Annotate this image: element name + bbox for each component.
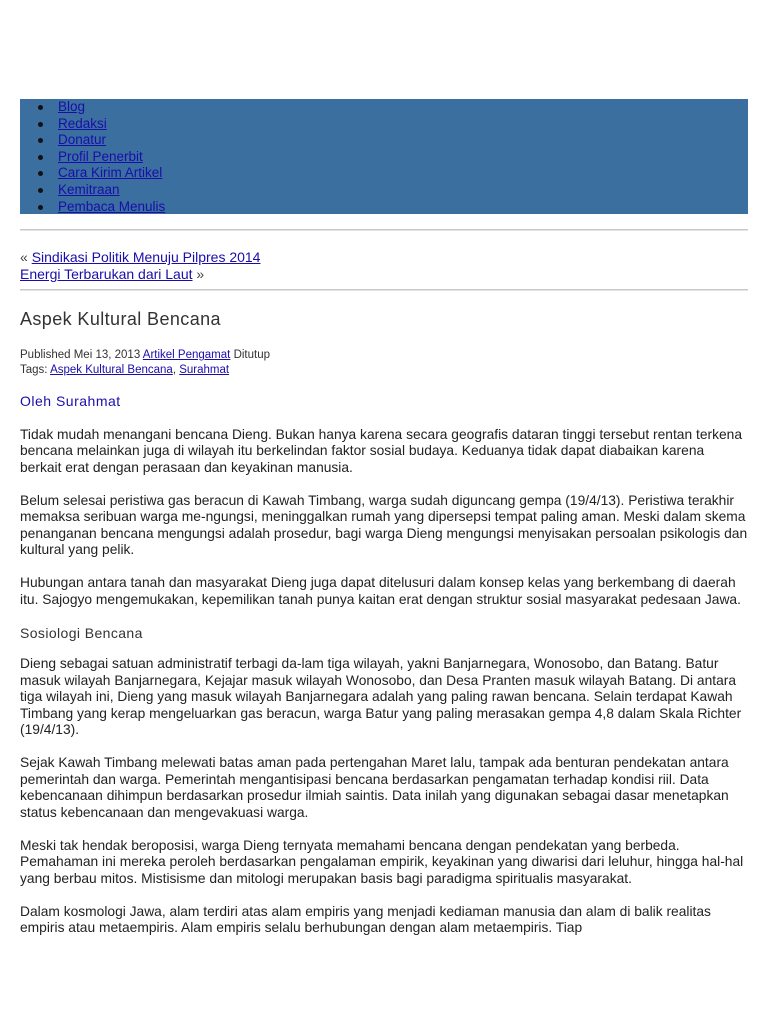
paragraph: Tidak mudah menangani bencana Dieng. Bukan hanya karena secara geografis dataran tinggi tersebut rentan terkena bencana melainkan juga di wilayah itu berkelindan faktor sosial budaya. Keduanya tidak dapat diabaikan karena berkait erat dengan perasaan dan keyakinan manusia. bbox=[20, 426, 742, 475]
next-post-line bbox=[20, 266, 260, 283]
next-arrow: » bbox=[196, 266, 205, 282]
nav-item-pembaca-menulis bbox=[58, 199, 748, 216]
author-byline: Oleh Surahmat bbox=[20, 393, 121, 409]
nav-link-redaksi[interactable]: Redaksi bbox=[58, 115, 107, 131]
section-heading: Sosiologi Bencana bbox=[20, 624, 143, 641]
divider-top bbox=[20, 229, 748, 231]
previous-post-line bbox=[20, 249, 260, 266]
nav-item-donatur bbox=[58, 132, 748, 149]
next-post-link[interactable]: Energi Terbarukan dari Laut bbox=[20, 266, 193, 282]
paragraph: Sejak Kawah Timbang melewati batas aman pada pertengahan Maret lalu, tampak ada benturan pendekatan antara pemerintah dan warga. Pemerintah mengantisipasi bencana berdasarkan pengamatan terhadap kondisi riil. Data kebencanaan dihimpun berdasarkan prosedur ilmiah saintis. Data inilah yang digunakan sebagai dasar menetapkan status kebencanaan dan mengevakuasi warga. bbox=[20, 755, 729, 820]
previous-post-link[interactable]: Sindikasi Politik Menuju Pilpres 2014 bbox=[31, 249, 261, 265]
tags-label: Tags: bbox=[20, 363, 48, 376]
article-body bbox=[20, 393, 748, 953]
divider-bottom bbox=[20, 289, 748, 291]
nav-link-profil-penerbit[interactable]: Profil Penerbit bbox=[58, 148, 143, 164]
tags-line bbox=[20, 363, 270, 378]
article-title: Aspek Kultural Bencana bbox=[20, 309, 221, 329]
nav-item-cara-kirim-artikel bbox=[58, 165, 748, 182]
published-date: Mei 13, 2013 bbox=[73, 349, 141, 361]
post-navigation bbox=[20, 249, 260, 283]
nav-list bbox=[20, 99, 748, 215]
tag-link[interactable]: Aspek Kultural Bencana bbox=[50, 363, 173, 376]
nav-item-blog bbox=[58, 99, 748, 116]
nav-item-kemitraan bbox=[58, 182, 748, 199]
paragraph: Dieng sebagai satuan administratif terbagi da-lam tiga wilayah, yakni Banjarnegara, Wonosobo, dan Batang. Batur masuk wilayah Banjarnegara, Kejajar masuk wilayah Wonosobo, dan Desa Pranten masuk wilayah Batang. Di antara tiga wilayah ini, Dieng yang masuk wilayah Banjarnegara adalah yang paling rawan bencana. Selain terdapat Kawah Timbang yang kerap mengeluarkan gas beracun, warga Batur yang paling merasakan gempa 4,8 dalam Skala Richter (19/4/13). bbox=[20, 656, 742, 737]
previous-arrow: « bbox=[20, 249, 28, 265]
nav-item-profil-penerbit bbox=[58, 149, 748, 166]
nav-link-pembaca-menulis[interactable]: Pembaca Menulis bbox=[58, 198, 166, 214]
paragraph: Belum selesai peristiwa gas beracun di Kawah Timbang, warga sudah diguncang gempa (19/4/13). Peristiwa terakhir memaksa seribuan warga me-ngungsi, meninggalkan rumah yang dipersepsi tempat paling aman. Meski dalam skema penanganan bencana mengungsi adalah prosedur, bagi warga Dieng mengungsi menyisakan persoalan psikologis dan kultural yang pelik. bbox=[20, 492, 748, 557]
nav-link-cara-kirim-artikel[interactable]: Cara Kirim Artikel bbox=[58, 165, 163, 181]
nav-link-donatur[interactable]: Donatur bbox=[58, 132, 107, 148]
comments-status: Ditutup bbox=[233, 349, 270, 361]
paragraph: Dalam kosmologi Jawa, alam terdiri atas alam empiris yang menjadi kediaman manusia dan alam di balik realitas empiris atau metaempiris. Alam empiris selalu berhubungan dengan alam metaempiris. Tiap bbox=[20, 903, 711, 935]
tag-separator: , bbox=[172, 363, 177, 376]
published-line bbox=[20, 348, 270, 363]
tag-link[interactable]: Surahmat bbox=[179, 363, 230, 376]
published-label: Published bbox=[20, 349, 71, 361]
main-navigation bbox=[20, 99, 748, 214]
paragraph: Meski tak hendak beroposisi, warga Dieng ternyata memahami bencana dengan pendekatan yang berbeda. Pemahaman ini mereka peroleh berdasarkan pengalaman empirik, keyakinan yang diwarisi dari leluhur, hingga hal-hal yang berbau mitos. Mistisisme dan mitologi merupakan basis bagi paradigma spiritualis masyarakat. bbox=[20, 837, 744, 886]
article-meta bbox=[20, 348, 270, 377]
category-link[interactable]: Artikel Pengamat bbox=[142, 349, 231, 361]
nav-link-blog[interactable]: Blog bbox=[58, 99, 86, 114]
paragraph: Hubungan antara tanah dan masyarakat Dieng juga dapat ditelusuri dalam konsep kelas yang berkembang di daerah itu. Sajogyo mengemukakan, kepemilikan tanah punya kaitan erat dengan struktur sosial masyarakat pedesaan Jawa. bbox=[20, 575, 741, 607]
nav-link-kemitraan[interactable]: Kemitraan bbox=[58, 181, 120, 197]
nav-item-redaksi bbox=[58, 116, 748, 133]
